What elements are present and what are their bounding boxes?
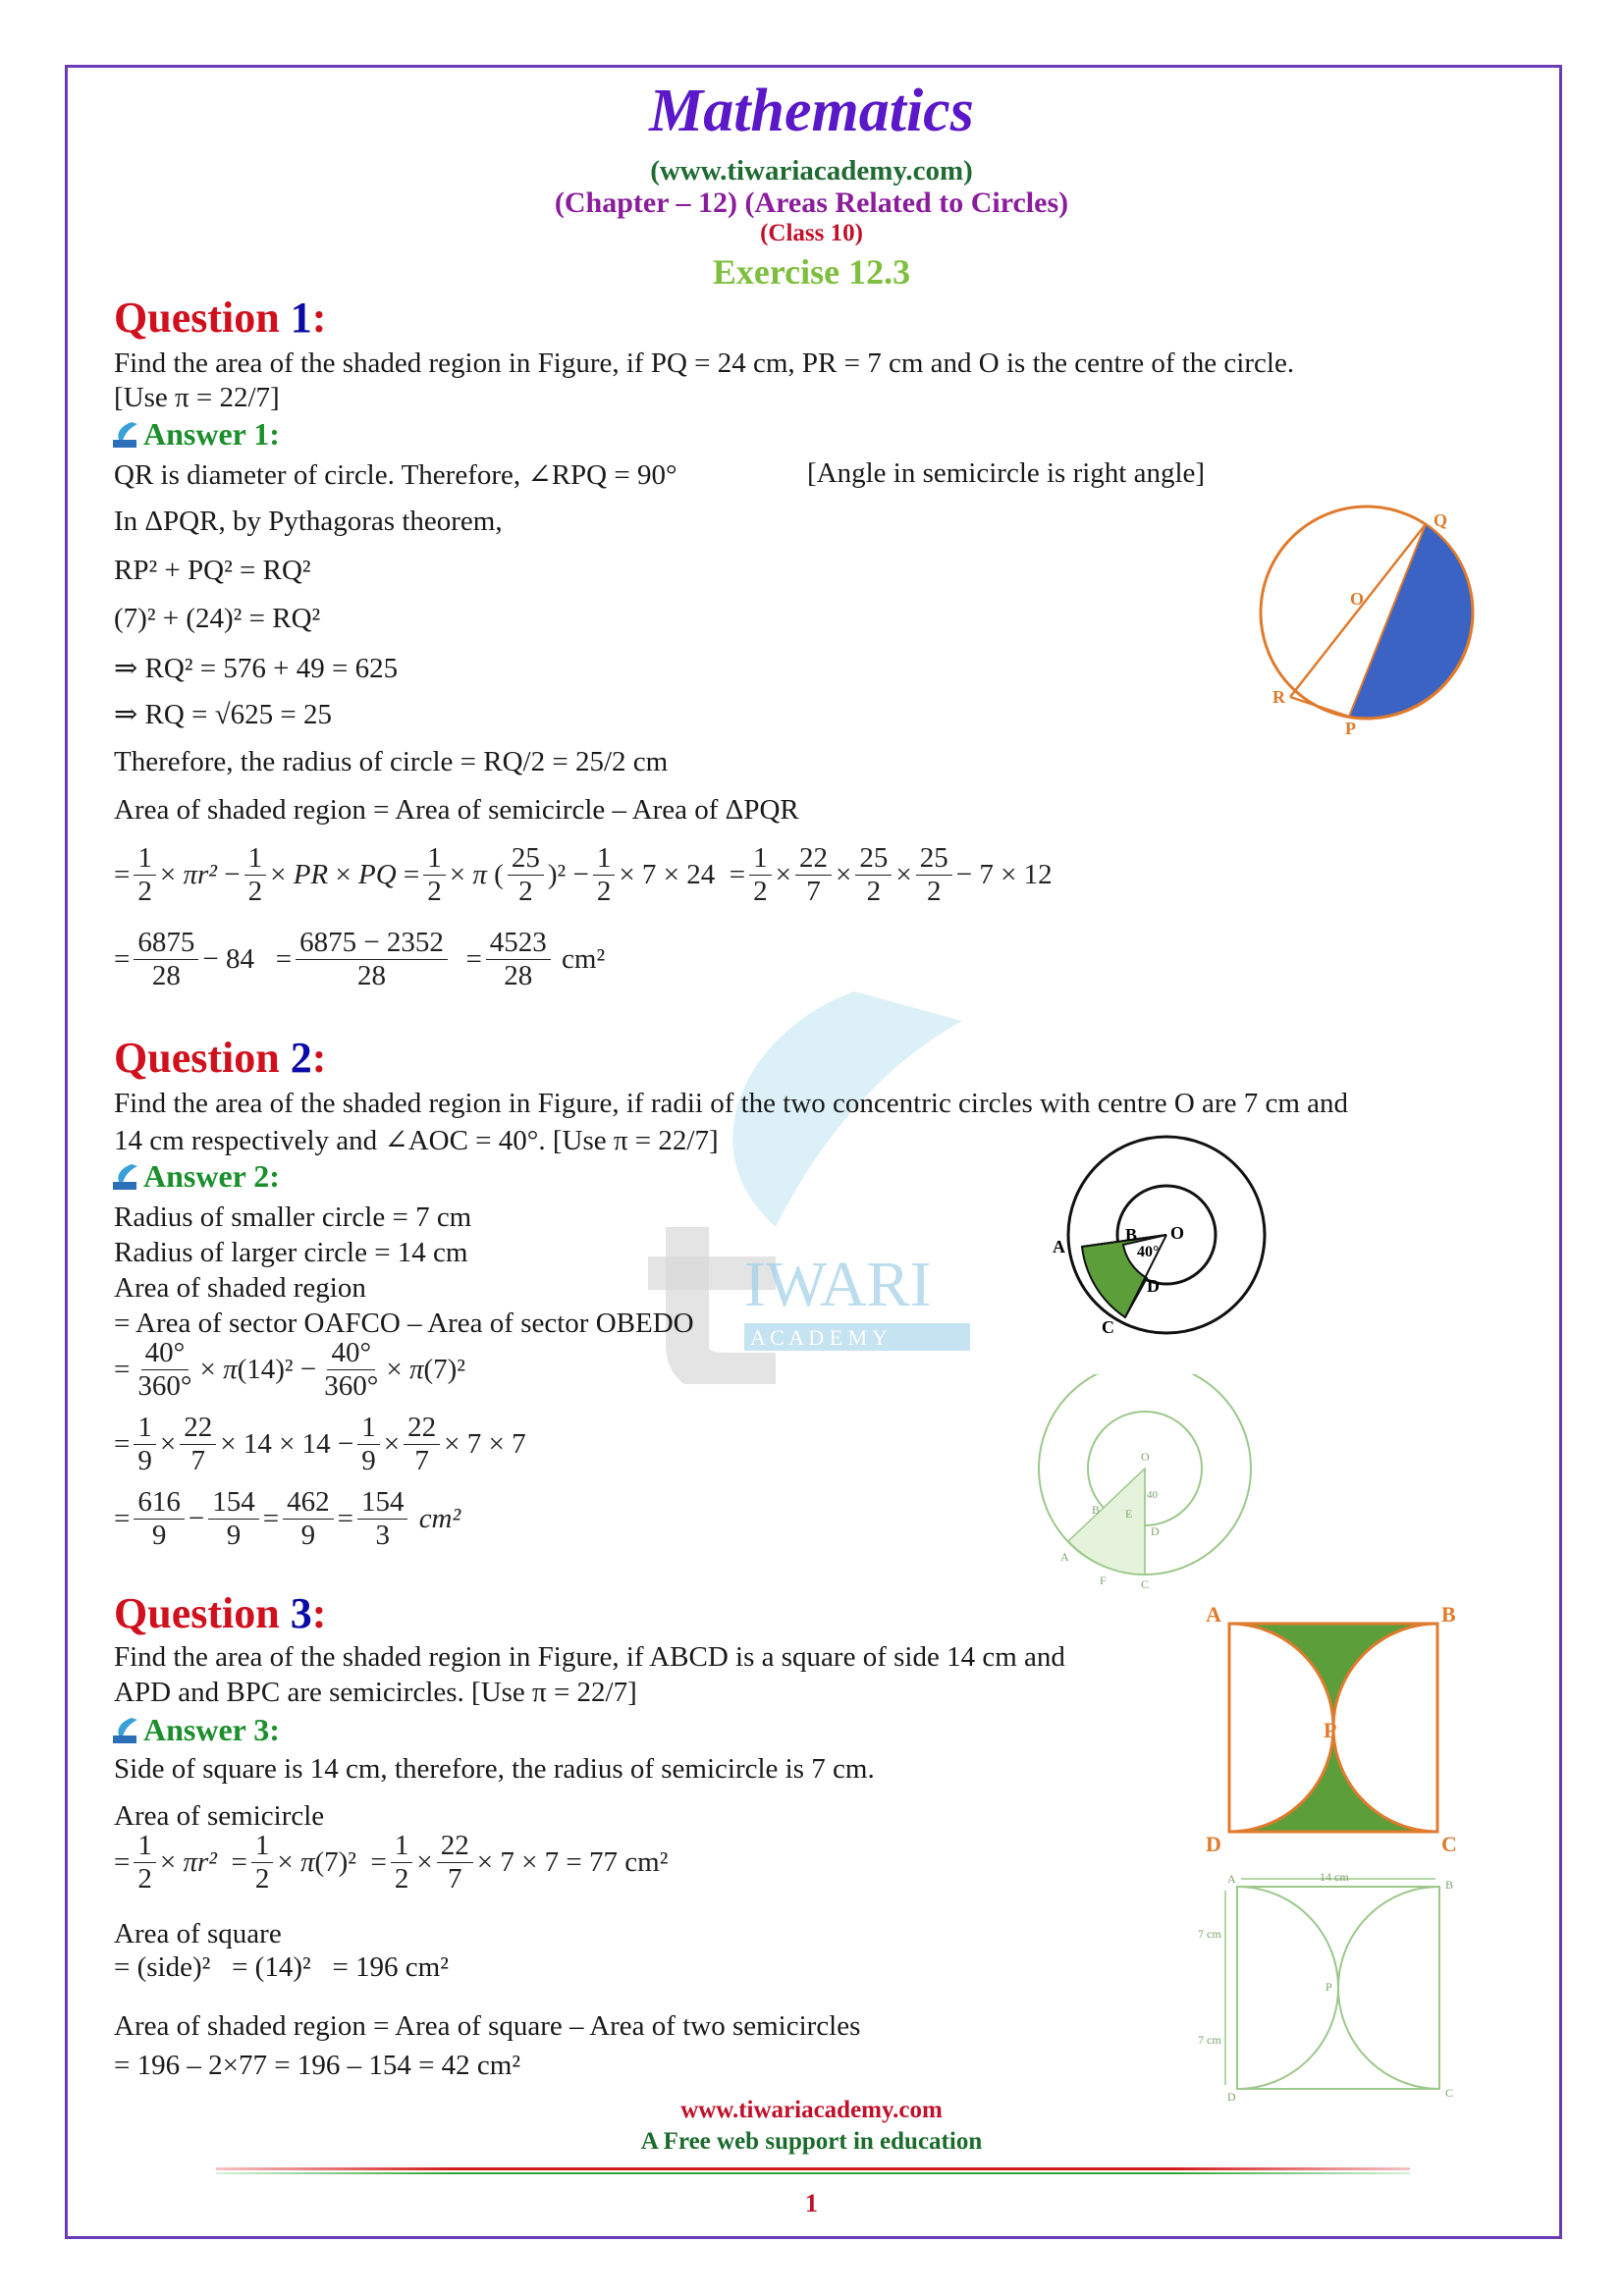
question-2-text-2: 14 cm respectively and ∠AOC = 40°. [Use π = 22/7] xyxy=(114,1125,719,1156)
fig3b-label-p: P xyxy=(1325,1980,1332,1994)
answer-2-line-1: Radius of smaller circle = 7 cm xyxy=(114,1201,472,1233)
answer-2-line-2: Radius of larger circle = 14 cm xyxy=(114,1237,468,1268)
fig2-label-a: A xyxy=(1053,1237,1065,1256)
answer-1-line-1-reason: [Angle in semicircle is right angle] xyxy=(807,457,1206,489)
answer-1-line-3: RP² + PQ² = RQ² xyxy=(114,555,311,586)
fig2b-label-e: E xyxy=(1125,1507,1133,1521)
answer-2-heading: Answer 2: xyxy=(110,1158,280,1195)
page-number: 1 xyxy=(805,2189,818,2217)
exercise-title: Exercise 12.3 xyxy=(712,252,911,292)
answer-2-line-3: Area of shaded region xyxy=(114,1272,366,1304)
figure-3-square-semicircles xyxy=(1202,1604,1467,1859)
question-3-heading: Question 3: xyxy=(114,1589,327,1637)
tiwari-logo-icon xyxy=(110,420,139,450)
fig1-label-p: P xyxy=(1345,719,1356,738)
answer-2-equation-1: = $\frac{40^\circ}{360^\circ}$ × π (14)² − $\frac{40^\circ}{360^\circ}$ × π (7)² xyxy=(114,1337,465,1403)
question-3-text-2: APD and BPC are semicircles. [Use π = 22/7] xyxy=(114,1677,637,1708)
answer-1-equation-1: = $\frac{1}{2}$ × πr² − $\frac{1}{2}$ × PR × PQ = $\frac{1}{2}$ × π ( $\frac{25}{2}$ )² − $\frac{1}{2}$ × 7 × 24 = $\frac{1}{2}$ × $\frac{22}{7}$ × $\frac{25}{2}$ × $\frac{25}{2}$ − 7 × 12 xyxy=(114,842,1053,908)
watermark-brand: IWARI xyxy=(744,1249,932,1320)
fig3b-label-half-1: 7 cm xyxy=(1198,1927,1221,1941)
figure-2-concentric-circles xyxy=(1045,1131,1271,1347)
answer-1-line-7: Therefore, the radius of circle = RQ/2 = 25/2 cm xyxy=(114,746,669,777)
answer-1-line-2: In ΔPQR, by Pythagoras theorem, xyxy=(114,506,503,537)
fig3b-label-c: C xyxy=(1445,2086,1454,2100)
fig2-label-o: O xyxy=(1170,1223,1185,1243)
answer-2-equation-3: = $\frac{616}{9}$ − $\frac{154}{9}$ = $\frac{462}{9}$ = $\frac{154}{3}$ cm² xyxy=(114,1486,461,1552)
fig3-label-c: C xyxy=(1441,1832,1457,1856)
fig3b-label-a: A xyxy=(1227,1872,1236,1886)
footer-rule-red xyxy=(216,2167,1410,2170)
fig3-label-p: P xyxy=(1324,1718,1337,1742)
answer-1-equation-2: = $\frac{6875}{28}$ − 84 = $\frac{6875 - 2352}{28}$ = $\frac{4523}{28}$ cm² xyxy=(114,927,606,992)
question-1-text: Find the area of the shaded region in Figure, if PQ = 24 cm, PR = 7 cm and O is the centre of the circle. xyxy=(114,347,1295,379)
fig2-label-angle: 40° xyxy=(1137,1244,1160,1260)
chapter-title: (Chapter – 12) (Areas Related to Circles) xyxy=(554,187,1069,219)
answer-3-line-4: Area of shaded region = Area of square – Area of two semicircles xyxy=(114,2010,861,2042)
fig2-label-b: B xyxy=(1125,1225,1138,1245)
watermark-sub: A C A D E M Y xyxy=(750,1325,888,1350)
fig1-label-q: Q xyxy=(1434,510,1448,530)
fig2b-label-b: B xyxy=(1092,1503,1101,1517)
answer-1-line-4: (7)² + (24)² = RQ² xyxy=(114,603,321,634)
answer-3-equation-1: = $\frac{1}{2}$ × πr² = $\frac{1}{2}$ × π (7)² = $\frac{1}{2}$ × $\frac{22}{7}$ × 7 × 7 = 77 cm² xyxy=(114,1830,669,1896)
fig3b-label-d: D xyxy=(1227,2090,1236,2104)
fig3b-label-b: B xyxy=(1445,1878,1454,1892)
figure-3-solution-diagram xyxy=(1198,1869,1463,2105)
footer-rule-green xyxy=(216,2172,1410,2174)
tiwari-logo-icon xyxy=(110,1162,139,1192)
question-2-text: Find the area of the shaded region in Figure, if radii of the two concentric circles with centre O are 7 cm and xyxy=(114,1088,1349,1119)
fig3-label-d: D xyxy=(1206,1832,1221,1856)
answer-1-line-8: Area of shaded region = Area of semicircle – Area of ΔPQR xyxy=(114,794,799,826)
footer-tagline: A Free web support in education xyxy=(640,2128,983,2155)
question-3-text: Find the area of the shaded region in Figure, if ABCD is a square of side 14 cm and xyxy=(114,1641,1065,1673)
fig2b-label-c: C xyxy=(1141,1577,1150,1590)
footer-url: www.tiwariacademy.com xyxy=(680,2097,943,2123)
fig3-label-a: A xyxy=(1206,1604,1221,1627)
answer-1-line-5: ⇒ RQ² = 576 + 49 = 625 xyxy=(114,653,399,684)
fig1-label-r: R xyxy=(1272,687,1285,707)
answer-3-line-3: Area of square xyxy=(114,1918,282,1949)
answer-3-line-2: Area of semicircle xyxy=(114,1800,325,1832)
fig3-label-b: B xyxy=(1441,1604,1456,1627)
fig3b-label-half-2: 7 cm xyxy=(1198,2033,1221,2047)
question-1-pi: [Use π = 22/7] xyxy=(114,382,280,413)
fig1-label-o: O xyxy=(1350,589,1365,609)
fig2-label-d: D xyxy=(1147,1276,1160,1296)
answer-3-heading: Answer 3: xyxy=(110,1712,280,1748)
class-label: (Class 10) xyxy=(760,220,863,246)
answer-1-heading: Answer 1: xyxy=(110,416,280,453)
fig2b-label-a: A xyxy=(1060,1550,1069,1564)
answer-2-equation-2: = $\frac{1}{9}$ × $\frac{22}{7}$ × 14 × 14 − $\frac{1}{9}$ × $\frac{22}{7}$ × 7 × 7 xyxy=(114,1412,526,1477)
fig2b-label-d: D xyxy=(1151,1524,1160,1538)
question-2-heading: Question 2: xyxy=(114,1034,327,1082)
answer-1-line-6: ⇒ RQ = √625 = 25 xyxy=(114,699,332,730)
fig2-label-c: C xyxy=(1102,1317,1114,1337)
tiwari-logo-icon xyxy=(110,1716,139,1745)
page-title: Mathematics xyxy=(649,78,974,144)
fig2b-label-o: O xyxy=(1141,1450,1150,1464)
fig3b-label-side: 14 cm xyxy=(1320,1870,1349,1884)
fig2b-label-f: F xyxy=(1100,1574,1107,1587)
question-1-heading: Question 1: xyxy=(114,294,327,342)
answer-3-line-1: Side of square is 14 cm, therefore, the radius of semicircle is 7 cm. xyxy=(114,1753,875,1785)
answer-1-line-1: QR is diameter of circle. Therefore, ∠RPQ = 90° xyxy=(114,459,677,491)
figure-2-solution-diagram xyxy=(1031,1374,1267,1590)
answer-3-equation-2: = (side)² = (14)² = 196 cm² xyxy=(114,1951,449,1983)
fig2b-label-angle: 40 xyxy=(1147,1489,1158,1501)
site-url: (www.tiwariacademy.com) xyxy=(650,155,973,187)
answer-2-line-4: = Area of sector OAFCO – Area of sector OBEDO xyxy=(114,1308,694,1339)
figure-1-circle xyxy=(1257,503,1492,738)
answer-3-line-5: = 196 – 2×77 = 196 – 154 = 42 cm² xyxy=(114,2050,521,2081)
